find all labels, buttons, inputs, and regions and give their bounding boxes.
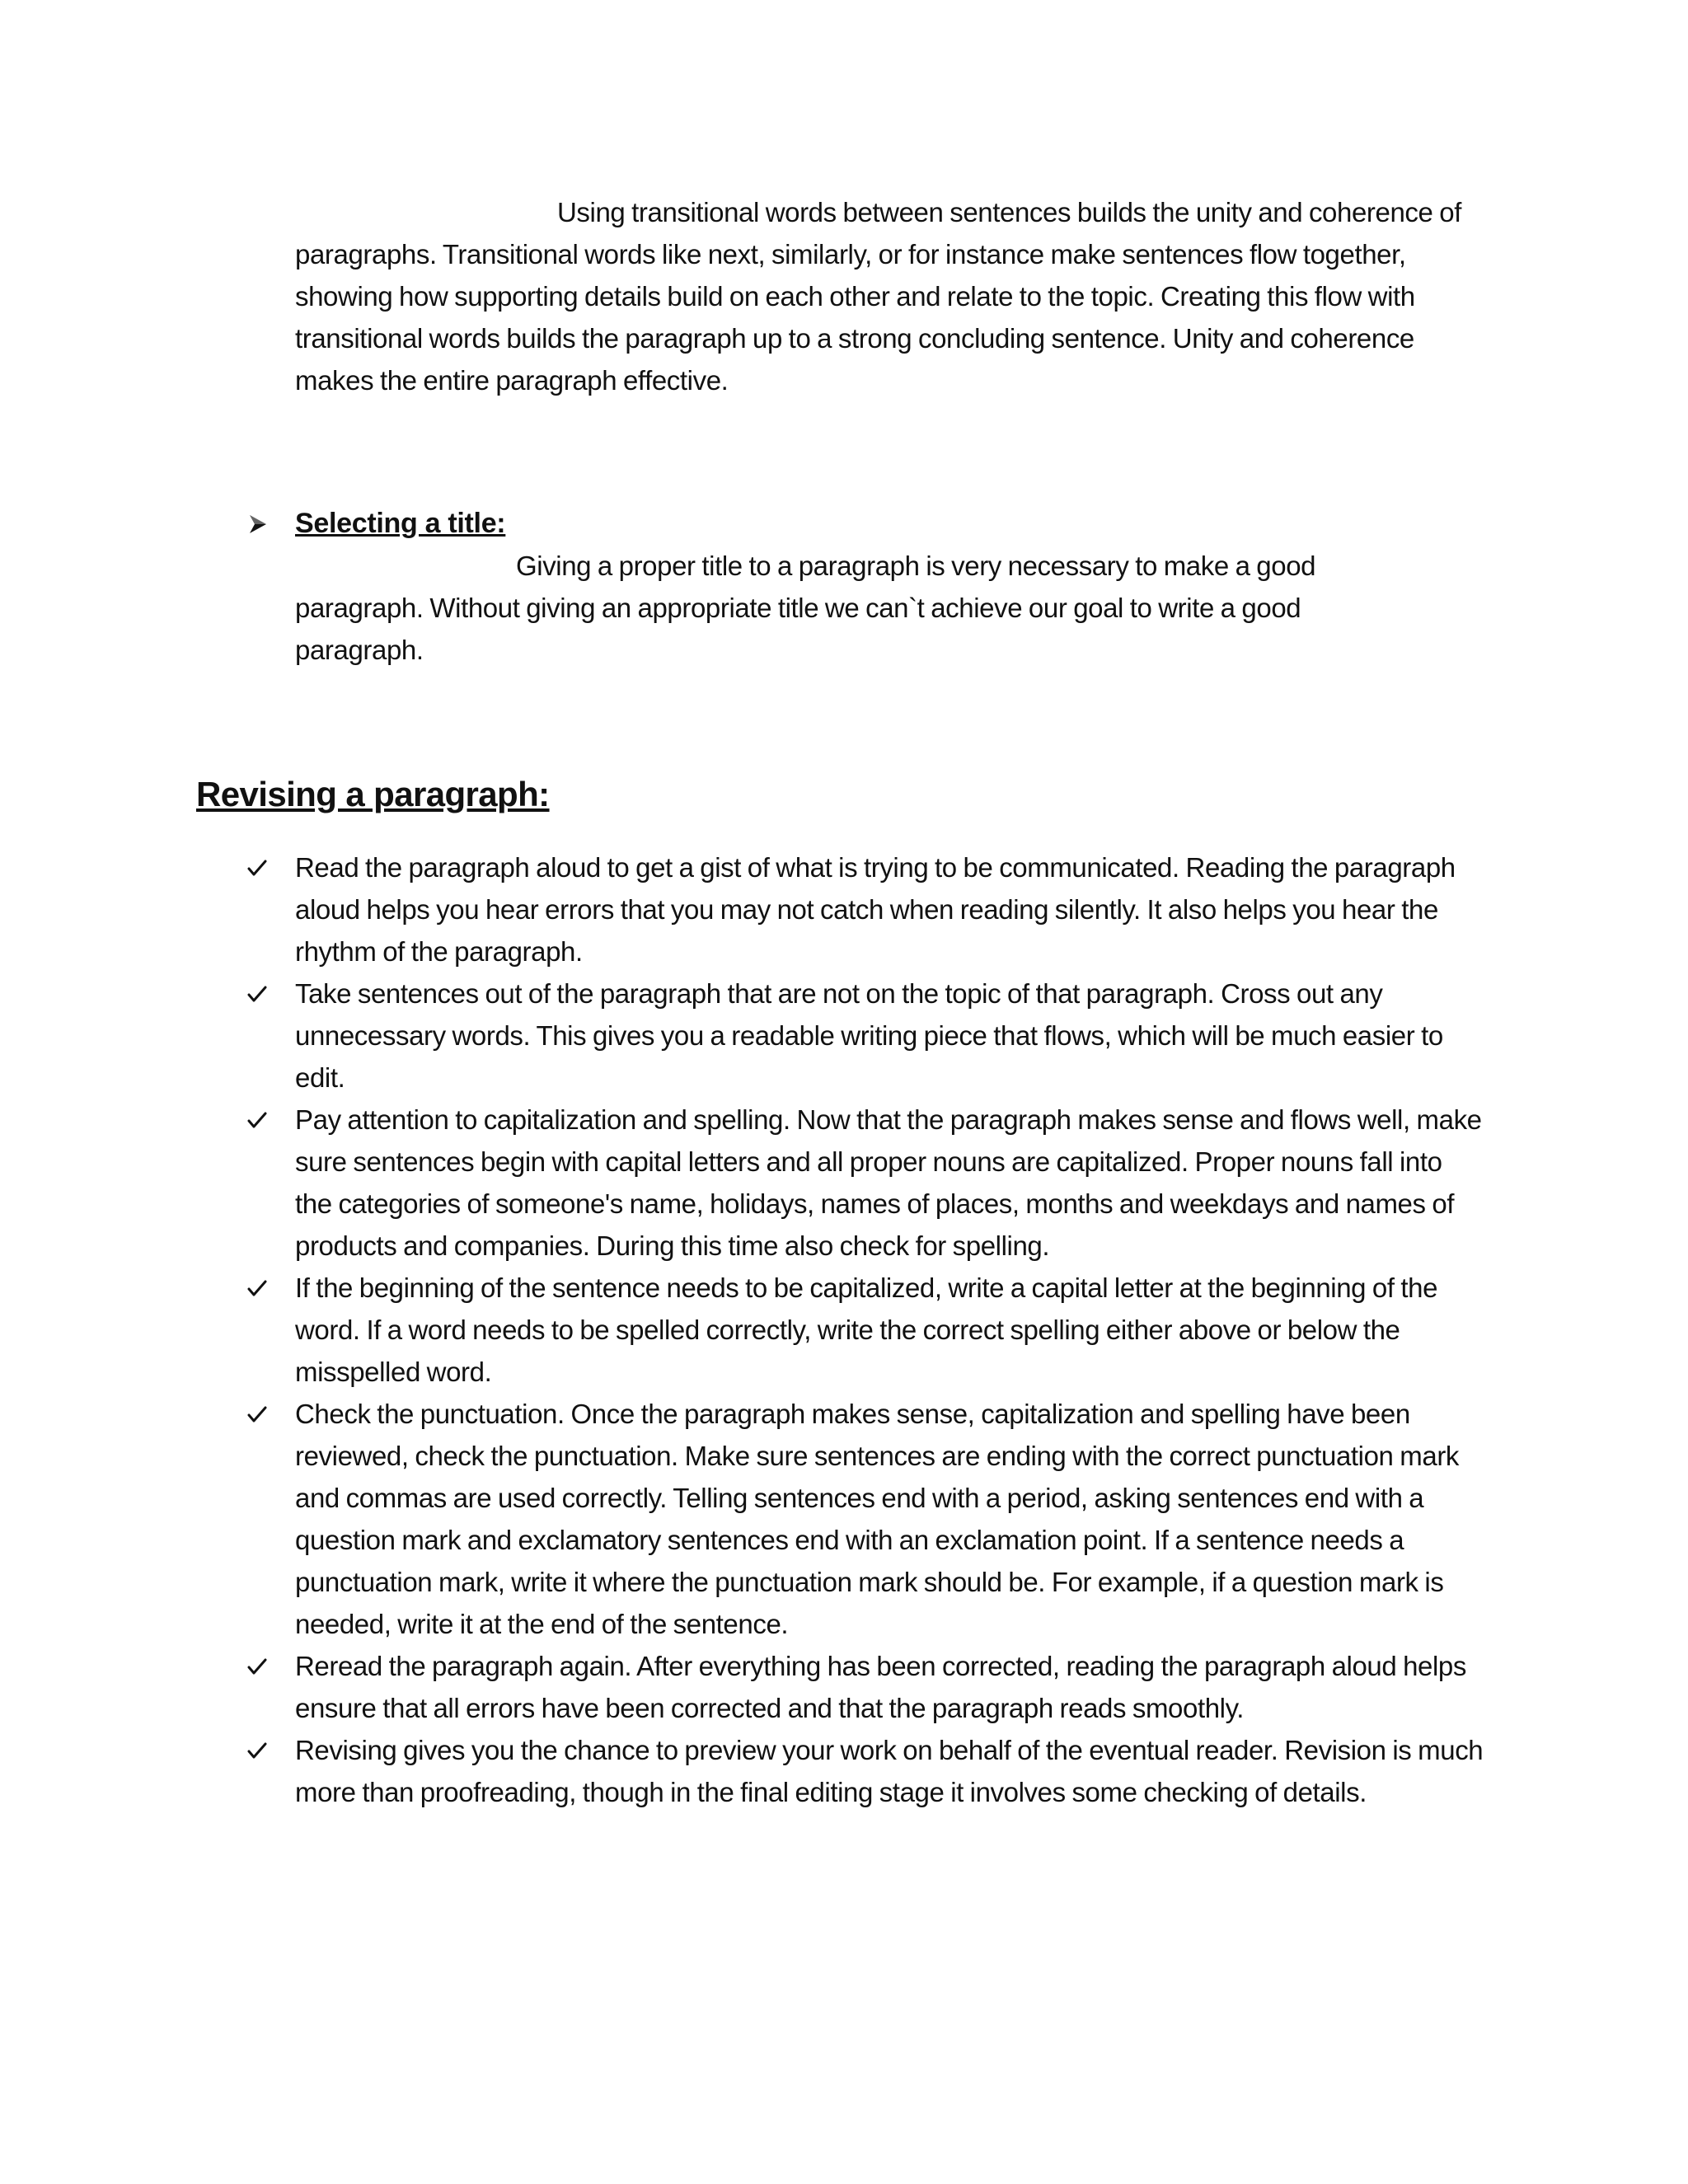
list-item-text: Read the paragraph aloud to get a gist of what is trying to be communicated. Reading the paragraph aloud helps you hear errors that you may not catch when reading silently. It also helps you hear the rhythm of the paragraph.: [295, 852, 1456, 967]
list-item: [247, 1645, 1484, 1729]
list-item: [247, 1267, 1484, 1393]
list-item-text: Reread the paragraph again. After everything has been corrected, reading the paragraph aloud helps ensure that all errors have been corrected and that the paragraph reads smoothly.: [295, 1651, 1466, 1723]
selecting-title-heading: Selecting a title:: [295, 508, 506, 539]
list-item: [247, 846, 1484, 972]
list-item-text: Revising gives you the chance to preview your work on behalf of the eventual reader. Revision is much more than proofreading, though in the final editing stage it involves some checking of details.: [295, 1735, 1484, 1807]
list-item: [247, 1099, 1484, 1267]
checkmark-icon: [247, 1099, 277, 1141]
list-item-text: Pay attention to capitalization and spelling. Now that the paragraph makes sense and flows well, make sure sentences begin with capital letters and all proper nouns are capitalized. Proper nouns fall into the categories of someone's name, holidays, names of places, months and weekdays and names of products and companies. During this time also check for spelling.: [295, 1104, 1482, 1261]
list-item: [247, 972, 1484, 1099]
list-item-text: Check the punctuation. Once the paragraph makes sense, capitalization and spelling have been reviewed, check the punctuation. Make sure sentences are ending with the correct punctuation mark and commas are used correctly. Telling sentences end with a period, asking sentences end with a question mark and exclamatory sentences end with an exclamation point. If a sentence needs a punctuation mark, write it where the punctuation mark should be. For example, if a question mark is needed, write it at the end of the sentence.: [295, 1399, 1460, 1639]
list-item-text: Take sentences out of the paragraph that are not on the topic of that paragraph. Cross out any unnecessary words. This gives you a readable writing piece that flows, which will be much easier to edit.: [295, 978, 1443, 1093]
checkmark-icon: [247, 846, 277, 888]
revising-heading: Revising a paragraph:: [196, 775, 550, 813]
checkmark-icon: [247, 1645, 277, 1687]
checkmark-icon: [247, 1729, 277, 1771]
checkmark-icon: [247, 1267, 277, 1309]
list-item-text: If the beginning of the sentence needs to be capitalized, write a capital letter at the beginning of the word. If a word needs to be spelled correctly, write the correct spelling either above or below the misspelled word.: [295, 1272, 1438, 1387]
checkmark-icon: [247, 1393, 277, 1435]
list-item: [247, 1393, 1484, 1645]
revising-checklist: [247, 846, 1484, 1813]
checkmark-icon: [247, 972, 277, 1015]
list-item: [247, 1729, 1484, 1813]
arrow-right-icon: [247, 503, 297, 545]
transition-paragraph: Using transitional words between sentences builds the unity and coherence of paragraphs. Transitional words like next, similarly, or for instance make sentences flow together, showing how supporting details build on each other and relate to the topic. Creating this flow with transitional words builds the paragraph up to a strong concluding sentence. Unity and coherence makes the entire paragraph effective.: [295, 197, 1461, 396]
selecting-title-body: Giving a proper title to a paragraph is very necessary to make a good paragraph. Without giving an appropriate title we can`t achieve our goal to write a good paragraph.: [295, 551, 1316, 665]
